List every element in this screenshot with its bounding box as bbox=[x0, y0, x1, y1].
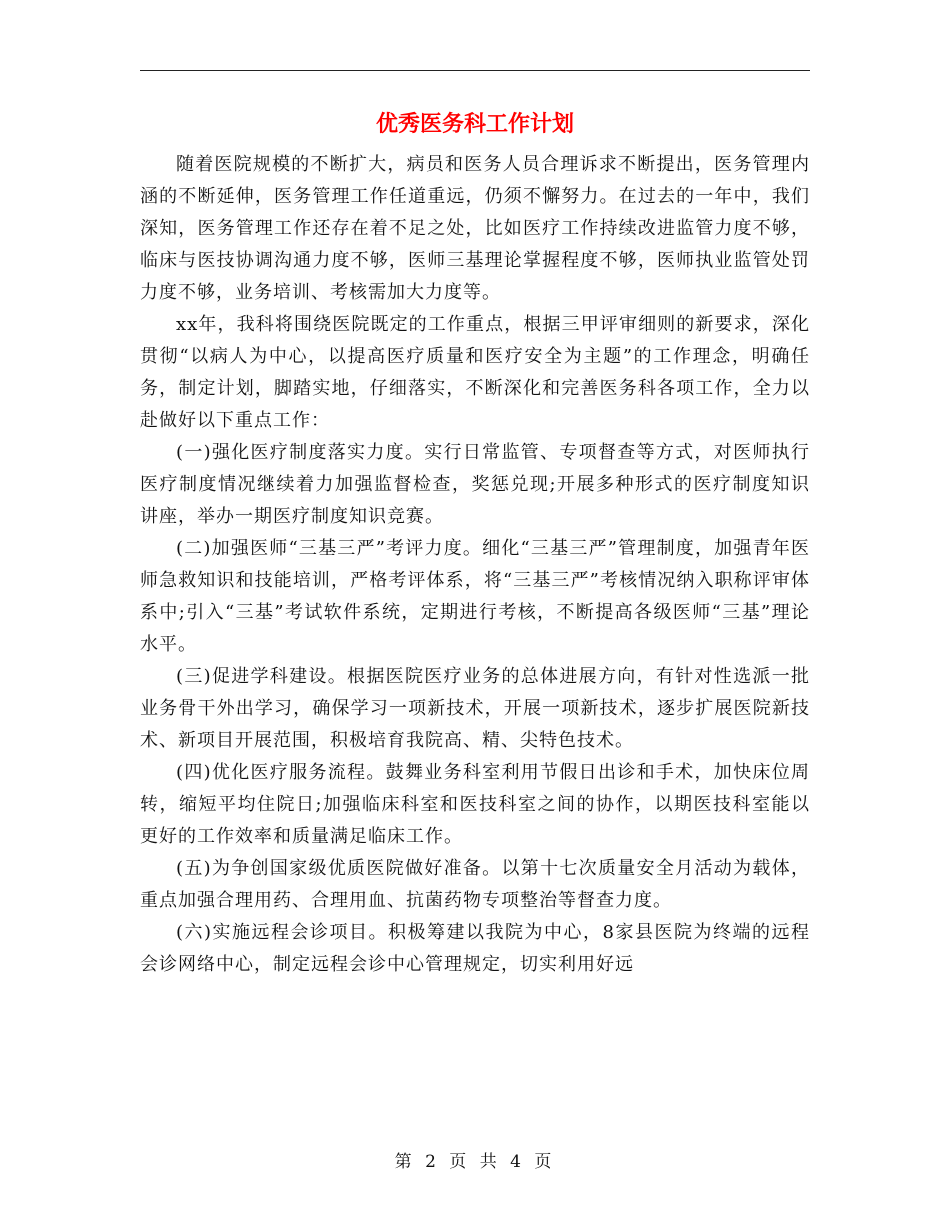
paragraph-item-1: (一)强化医疗制度落实力度。实行日常监管、专项督查等方式，对医师执行医疗制度情况继续着力加强监督检查，奖惩兑现;开展多种形式的医疗制度知识讲座，举办一期医疗制度知识竞赛。 bbox=[140, 442, 810, 527]
document-title: 优秀医务科工作计划 bbox=[375, 112, 574, 137]
page-number-footer: 第 2 页 共 4 页 bbox=[394, 1152, 556, 1172]
paragraph-intro: 随着医院规模的不断扩大，病员和医务人员合理诉求不断提出，医务管理内涵的不断延伸，医务管理工作任道重远，仍须不懈努力。在过去的一年中，我们深知，医务管理工作还存在着不足之处，比如医疗工作持续改进监管力度不够，临床与医技协调沟通力度不够，医师三基理论掌握程度不够，医师执业监管处罚力度不够，业务培训、考核需加大力度等。 bbox=[140, 154, 810, 303]
paragraph-plan-overview: xx年，我科将围绕医院既定的工作重点，根据三甲评审细则的新要求，深化贯彻“以病人为中心，以提高医疗质量和医疗安全为主题”的工作理念，明确任务，制定计划，脚踏实地，仔细落实，不断深化和完善医务科各项工作，全力以赴做好以下重点工作： bbox=[140, 314, 810, 431]
header-rule bbox=[140, 70, 810, 71]
paragraph-item-4: (四)优化医疗服务流程。鼓舞业务科室利用节假日出诊和手术，加快床位周转，缩短平均住院日;加强临床科室和医技科室之间的协作，以期医技科室能以更好的工作效率和质量满足临床工作。 bbox=[140, 762, 810, 847]
paragraph-item-3: (三)促进学科建设。根据医院医疗业务的总体进展方向，有针对性选派一批业务骨干外出学习，确保学习一项新技术，开展一项新技术，逐步扩展医院新技术、新项目开展范围，积极培育我院高、精、尖特色技术。 bbox=[140, 666, 810, 751]
document-body bbox=[140, 149, 810, 981]
paragraph-item-6: (六)实施远程会诊项目。积极筹建以我院为中心，8家县医院为终端的远程会诊网络中心，制定远程会诊中心管理规定，切实利用好远 bbox=[140, 922, 810, 975]
paragraph-item-2: (二)加强医师“三基三严”考评力度。细化“三基三严”管理制度，加强青年医师急救知识和技能培训，严格考评体系，将“三基三严”考核情况纳入职称评审体系中;引入“三基”考试软件系统，定期进行考核，不断提高各级医师“三基”理论水平。 bbox=[140, 538, 810, 655]
paragraph-item-5: (五)为争创国家级优质医院做好准备。以第十七次质量安全月活动为载体，重点加强合理用药、合理用血、抗菌药物专项整治等督查力度。 bbox=[140, 858, 810, 911]
